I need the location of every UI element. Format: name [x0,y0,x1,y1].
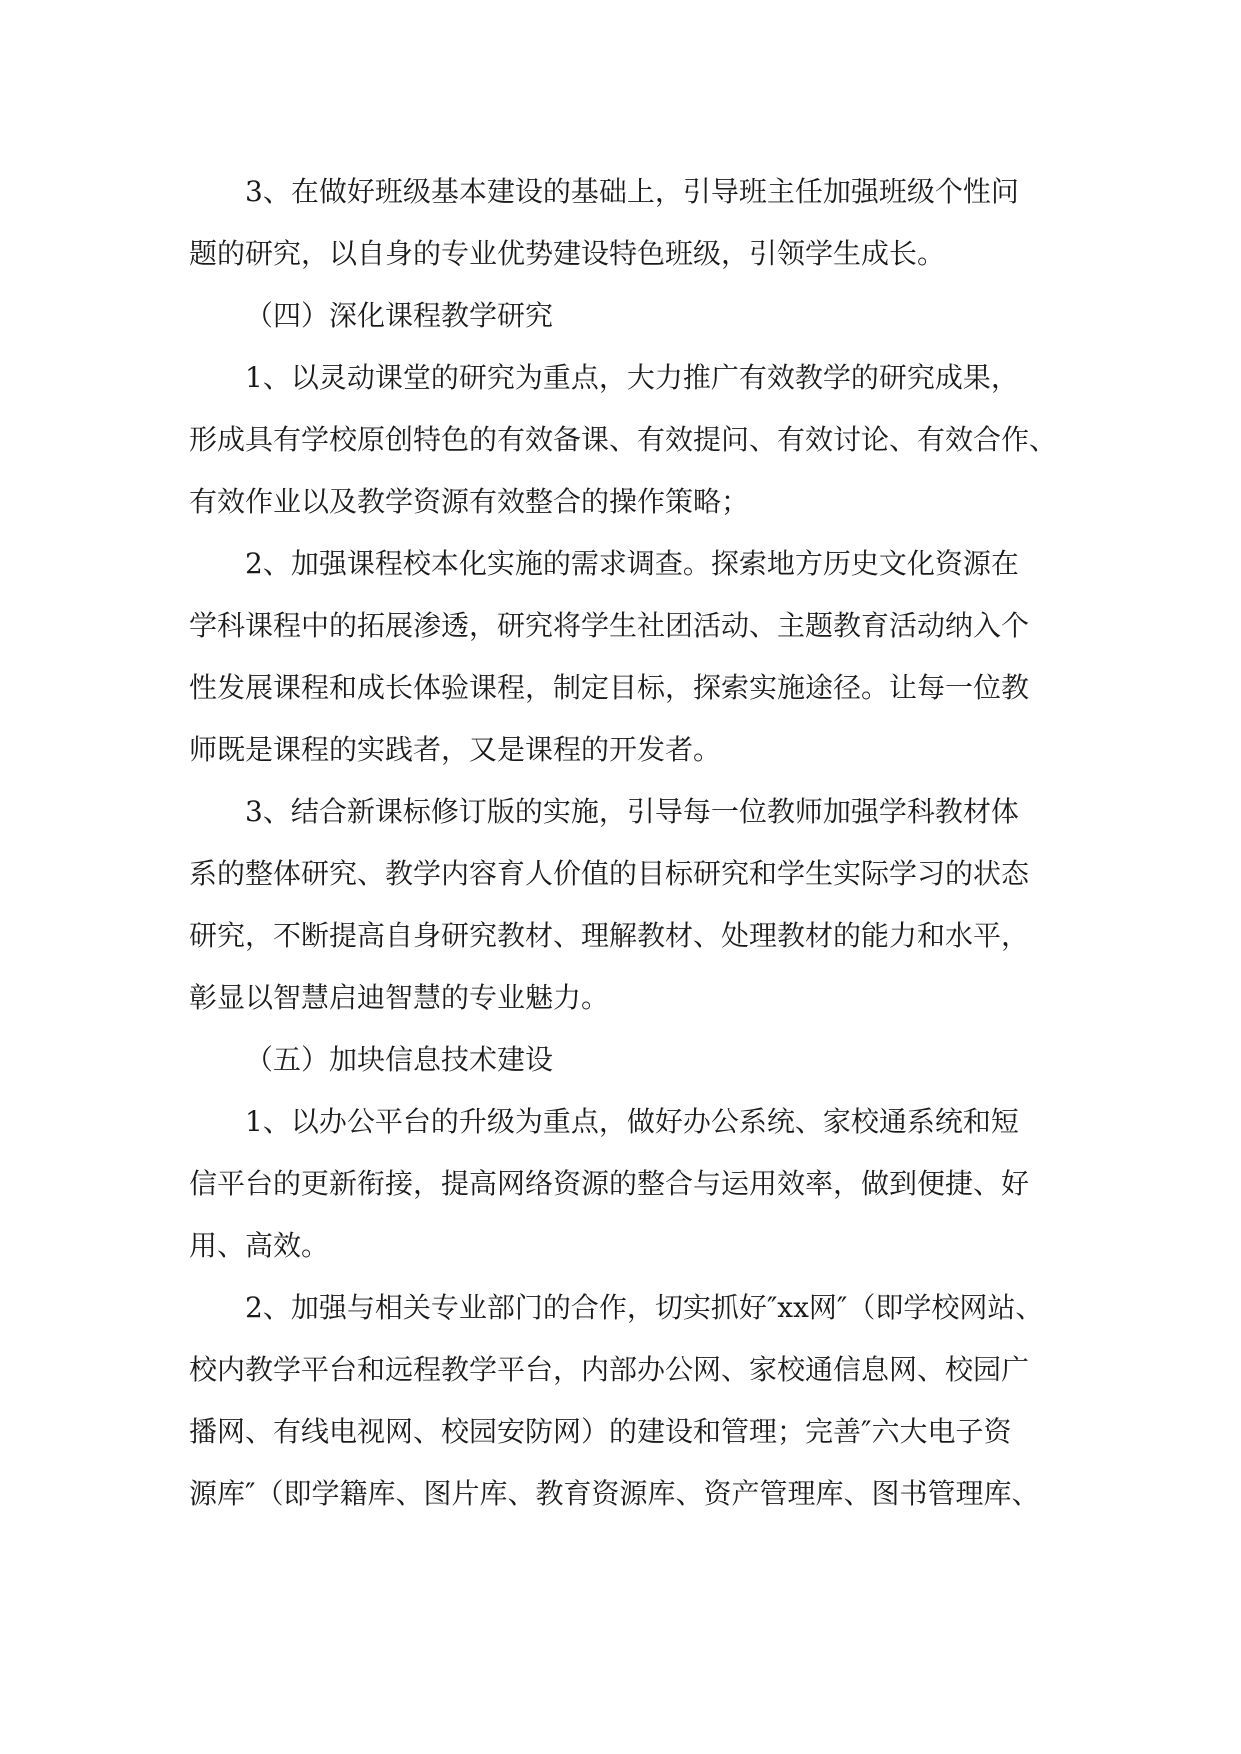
text-line: 3、在做好班级基本建设的基础上，引导班主任加强班级个性问 [245,175,1019,208]
text-line: （五）加块信息技术建设 [245,1043,554,1076]
text-line: 1、以办公平台的升级为重点，做好办公系统、家校通系统和短 [245,1105,1019,1138]
text-line: 源库″（即学籍库、图片库、教育资源库、资产管理库、图书管理库、 [189,1477,1040,1510]
text-line: 研究，不断提高自身研究教材、理解教材、处理教材的能力和水平， [189,919,1030,952]
text-line: 形成具有学校原创特色的有效备课、有效提问、有效讨论、有效合作、 [189,423,1058,456]
text-line: 师既是课程的实践者，又是课程的开发者。 [189,733,722,766]
text-line: 校内教学平台和远程教学平台，内部办公网、家校通信息网、校园广 [189,1353,1030,1386]
text-line: 彰显以智慧启迪智慧的专业魅力。 [189,981,610,1014]
text-line: 学科课程中的拓展渗透，研究将学生社团活动、主题教育活动纳入个 [189,609,1030,642]
text-line: 3、结合新课标修订版的实施，引导每一位教师加强学科教材体 [245,795,1019,828]
text-line: 系的整体研究、教学内容育人价值的目标研究和学生实际学习的状态 [189,857,1030,890]
text-line: 用、高效。 [189,1229,330,1262]
text-line: 2、加强课程校本化实施的需求调查。探索地方历史文化资源在 [245,547,1019,580]
text-line: （四）深化课程教学研究 [245,299,554,332]
text-line: 2、加强与相关专业部门的合作，切实抓好″xx网″（即学校网站、 [245,1291,1044,1324]
document-body [189,161,1059,1525]
text-line: 播网、有线电视网、校园安防网）的建设和管理；完善″六大电子资 [189,1415,1012,1448]
text-line: 性发展课程和成长体验课程，制定目标，探索实施途径。让每一位教 [189,671,1030,704]
text-line: 1、以灵动课堂的研究为重点，大力推广有效教学的研究成果， [245,361,1019,394]
text-line: 有效作业以及教学资源有效整合的操作策略； [189,485,750,518]
text-line: 信平台的更新衔接，提高网络资源的整合与运用效率，做到便捷、好 [189,1167,1030,1200]
text-line: 题的研究，以自身的专业优势建设特色班级，引领学生成长。 [189,237,946,270]
